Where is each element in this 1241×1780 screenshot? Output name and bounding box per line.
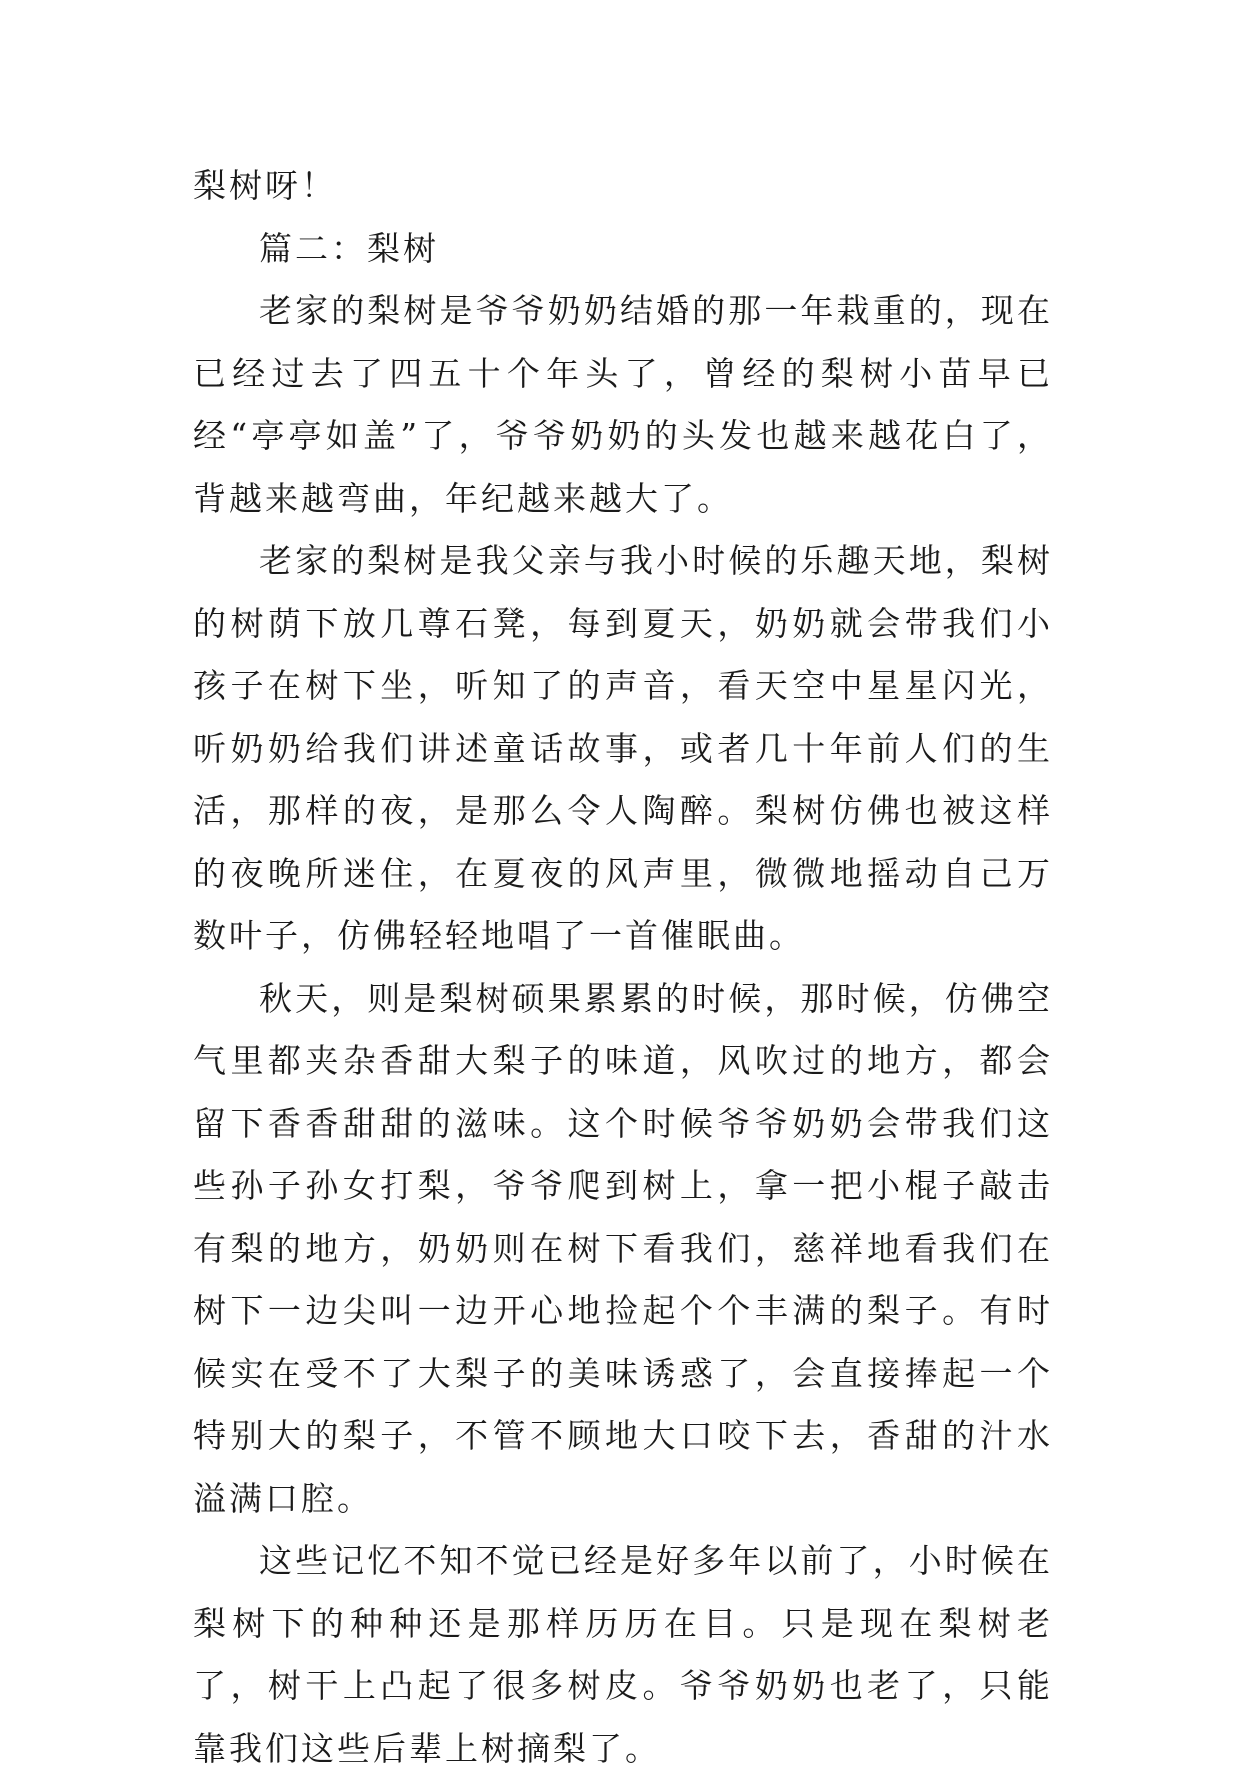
- paragraph: 这些记忆不知不觉已经是好多年以前了，小时候在梨树下的种种还是那样历历在目。只是现在梨树老了，树干上凸起了很多树皮。爷爷奶奶也老了，只能靠我们这些后辈上树摘梨了。: [193, 1541, 1053, 1768]
- section-title: 篇二：梨树: [259, 228, 439, 268]
- continuation-text: 梨树呀！: [193, 166, 337, 205]
- paragraph: 老家的梨树是爷爷奶奶结婚的那一年栽重的，现在已经过去了四五十个年头了，曾经的梨树小苗早已经“亭亭如盖”了，爷爷奶奶的头发也越来越花白了，背越来越弯曲，年纪越来越大了。: [193, 291, 1053, 518]
- paragraph: 秋天，则是梨树硕果累累的时候，那时候，仿佛空气里都夹杂香甜大梨子的味道，风吹过的地方，都会留下香香甜甜的滋味。这个时候爷爷奶奶会带我们这些孙子孙女打梨，爷爷爬到树上，拿一把小棍子敲击有梨的地方，奶奶则在树下看我们，慈祥地看我们在树下一边尖叫一边开心地捡起个个丰满的梨子。有时候实在受不了大梨子的美味诱惑了，会直接捧起一个特别大的梨子，不管不顾地大口咬下去，香甜的汁水溢满口腔。: [193, 978, 1053, 1518]
- document-body: [193, 155, 1053, 1780]
- paragraph: 老家的梨树是我父亲与我小时候的乐趣天地，梨树的树荫下放几尊石凳，每到夏天，奶奶就会带我们小孩子在树下坐，听知了的声音，看天空中星星闪光，听奶奶给我们讲述童话故事，或者几十年前人们的生活，那样的夜，是那么令人陶醉。梨树仿佛也被这样的夜晚所迷住，在夏夜的风声里，微微地摇动自己万数叶子，仿佛轻轻地唱了一首催眠曲。: [193, 541, 1053, 955]
